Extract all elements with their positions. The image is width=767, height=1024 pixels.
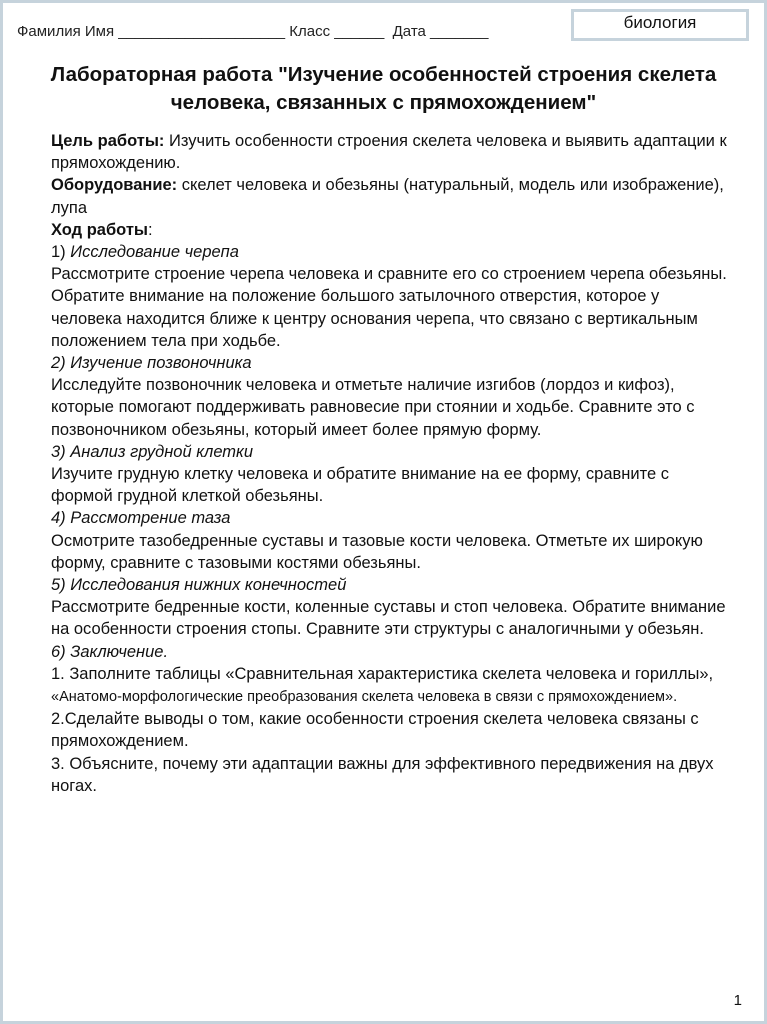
procedure-heading <box>51 219 731 241</box>
page-title: Лабораторная работа "Изучение особенностей строения скелета человека, связанных с прямохождением" <box>50 63 717 114</box>
conclusion-item-3: 3. Объясните, почему эти адаптации важны для эффективного передвижения на двух ногах. <box>51 754 714 795</box>
step3-title: 3) Анализ грудной клетки <box>51 442 254 461</box>
student-info-line: Фамилия Имя ____________________ Класс ______ Дата _______ <box>17 23 489 40</box>
step5-text: Рассмотрите бедренные кости, коленные суставы и стоп человека. Обратите внимание на особенности строения стопы. Сравните эти структуры с аналогичными у обезьян. <box>51 598 726 639</box>
step3-text: Изучите грудную клетку человека и обратите внимание на ее форму, сравните с формой грудной клеткой обезьяны. <box>51 465 670 506</box>
conclusion-item-1-part-b: «Анатомо-морфологические преобразования скелета человека в связи с прямохождением». <box>51 689 678 706</box>
conclusion-item-1-part-a: 1. Заполните таблицы «Сравнительная характеристика скелета человека и гориллы», <box>51 664 714 683</box>
step4-text: Осмотрите тазобедренные суставы и тазовые кости человека. Отметьте их широкую форму, сравните с тазовыми костями обезьяны. <box>51 531 703 572</box>
step1-text: Рассмотрите строение черепа человека и сравните его со строением черепа обезьяны. Обратите внимание на положение большого затылочного отверстия, которое у человека находится ближе к центру основания черепа, что связано с вертикальным положением тела при ходьбе. <box>51 265 727 350</box>
step2-title: 2) Изучение позвоночника <box>51 354 252 373</box>
procedure-label: Ход работы <box>51 220 148 239</box>
goal-text: Изучить особенности строения скелета человека и выявить адаптации к прямохождению. <box>51 132 727 173</box>
equipment-label: Оборудование: <box>51 176 178 195</box>
step2-text: Исследуйте позвоночник человека и отметьте наличие изгибов (лордоз и кифоз), которые помогают поддерживать равновесие при стоянии и ходьбе. Сравните это с позвоночником обезьяны, который имеет более прямую форму. <box>51 376 695 439</box>
goal-label: Цель работы: <box>51 132 165 150</box>
goal-paragraph <box>51 130 731 174</box>
worksheet-content <box>51 130 731 797</box>
conclusion-item-1 <box>51 663 731 708</box>
equipment-text: скелет человека и обезьяны (натуральный, модель или изображение), лупа <box>51 176 724 217</box>
step1-heading <box>51 241 731 263</box>
page-number: 1 <box>733 992 742 1009</box>
step1-title: Исследование черепа <box>70 243 239 262</box>
step1-number: 1) <box>51 243 71 262</box>
step6-title: 6) Заключение. <box>51 642 169 661</box>
equipment-paragraph <box>51 174 731 218</box>
subject-badge: биология <box>571 9 749 41</box>
step5-title: 5) Исследования нижних конечностей <box>51 576 347 595</box>
conclusion-item-2: 2.Сделайте выводы о том, какие особенности строения скелета человека связаны с прямохождением. <box>51 710 699 751</box>
procedure-colon: : <box>148 220 153 239</box>
step4-title: 4) Рассмотрение таза <box>51 509 231 528</box>
